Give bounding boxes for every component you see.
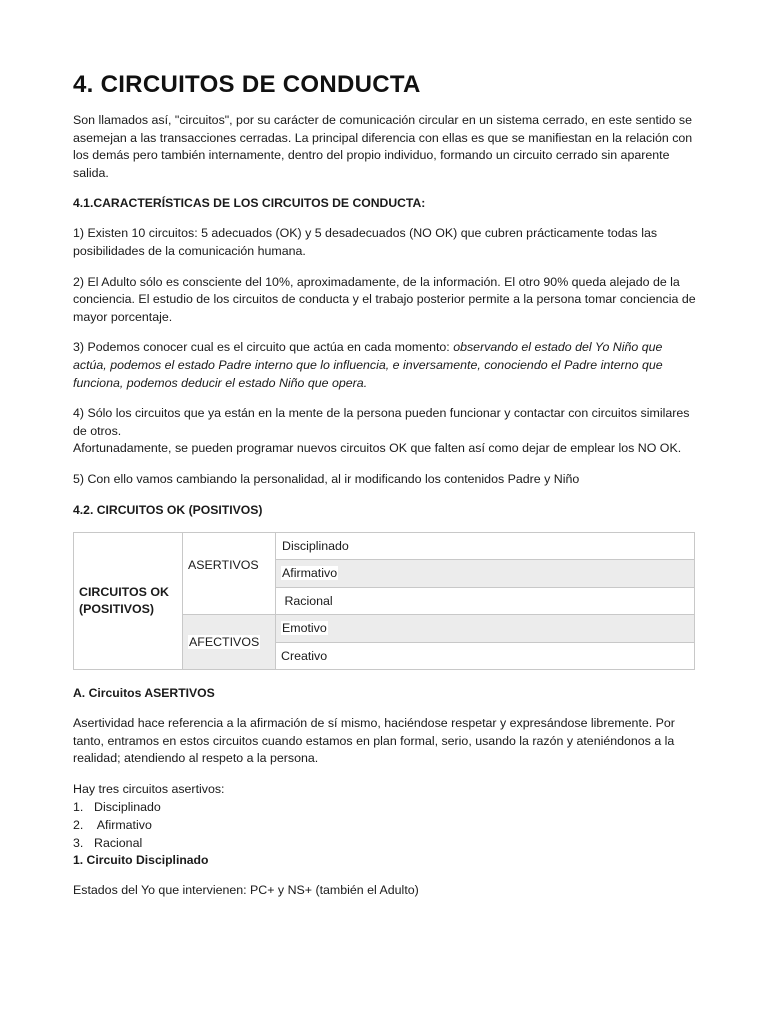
- characteristic-3-plain: 3) Podemos conocer cual es el circuito que actúa en cada momento:: [73, 340, 454, 355]
- list-text: Racional: [94, 836, 143, 851]
- table-cell-item: [276, 532, 695, 560]
- characteristic-5: 5) Con ello vamos cambiando la personalidad, al ir modificando los contenidos Padre y Niño: [73, 471, 580, 486]
- table-cell-item: [276, 642, 695, 670]
- afectivos-label: AFECTIVOS: [189, 635, 260, 649]
- item-afirmativo: Afirmativo: [282, 566, 338, 581]
- asertivos-label: ASERTIVOS: [188, 557, 259, 572]
- list-item: [73, 834, 696, 852]
- intro-paragraph: Son llamados así, "circuitos", por su carácter de comunicación circular en un sistema cerrado, en este sentido se asemejan a las transacciones cerradas. La principal diferencia con ellas es que se manifiestan en la relación con los demás pero también internamente, dentro del propio individuo, formando un circuito cerrado sin aparente salida.: [73, 113, 693, 180]
- table-group-label: [74, 532, 183, 670]
- group-label-line1: CIRCUITOS OK: [79, 584, 169, 599]
- characteristic-4b: Afortunadamente, se pueden programar nuevos circuitos OK que falten así como dejar de emplear los NO OK.: [73, 441, 682, 456]
- characteristic-3: [73, 339, 696, 392]
- asertivos-list-intro: Hay tres circuitos asertivos:: [73, 781, 225, 796]
- item-emotivo: Emotivo: [282, 621, 327, 636]
- list-item: [73, 816, 696, 834]
- list-number: 3.: [73, 836, 84, 851]
- list-item: [73, 798, 696, 816]
- section-heading-characteristics: 4.1.CARACTERÍSTICAS DE LOS CIRCUITOS DE CONDUCTA:: [73, 196, 426, 211]
- list-text: Afirmativo: [94, 818, 152, 833]
- list-number: 2.: [73, 818, 84, 833]
- section-heading-circuitos-ok: 4.2. CIRCUITOS OK (POSITIVOS): [73, 502, 263, 517]
- table-cell-item: [276, 560, 695, 588]
- characteristic-4a: 4) Sólo los circuitos que ya están en la mente de la persona pueden funcionar y contactar con circuitos similares de otros.: [73, 406, 690, 438]
- table-row: [74, 532, 695, 560]
- asertivos-paragraph: Asertividad hace referencia a la afirmación de sí mismo, haciéndose respetar y expresándose libremente. Por tanto, entramos en estos circuitos cuando estamos en plan formal, serio, usando la razón y ateniéndonos a la realidad; atendiendo al respeto a la persona.: [73, 716, 675, 766]
- characteristic-1: 1) Existen 10 circuitos: 5 adecuados (OK) y 5 desadecuados (NO OK) que cubren prácticamente todas las posibilidades de la comunicación humana.: [73, 226, 658, 258]
- item-disciplinado: Disciplinado: [282, 538, 349, 553]
- group-label-line2: (POSITIVOS): [79, 601, 155, 616]
- sub-heading-disciplinado: 1. Circuito Disciplinado: [73, 853, 209, 868]
- item-racional: Racional: [281, 593, 333, 608]
- characteristic-2: 2) El Adulto sólo es consciente del 10%, aproximadamente, de la información. El otro 90% queda alejado de la conciencia. El estudio de los circuitos de conducta y el trabajo posterior permite a la persona tomar conciencia de mayor porcentaje.: [73, 274, 696, 324]
- list-text: Disciplinado: [94, 800, 161, 815]
- afectivos-cell: [183, 615, 276, 670]
- characteristic-3-italic: observando el estado del Yo Niño que actúa, podemos el estado Padre interno que lo influencia, e inversamente, conociendo el Padre interno que funciona, podemos deducir el estado Niño que opera.: [73, 340, 663, 390]
- circuitos-ok-table: [73, 532, 695, 671]
- list-number: 1.: [73, 800, 84, 815]
- item-creativo: Creativo: [281, 648, 328, 663]
- table-cell-item: [276, 615, 695, 643]
- table-cell-item: [276, 587, 695, 615]
- section-heading-asertivos: A. Circuitos ASERTIVOS: [73, 686, 215, 700]
- asertivos-cell: [183, 532, 276, 615]
- last-paragraph: Estados del Yo que intervienen: PC+ y NS+ (también el Adulto): [73, 883, 419, 898]
- asertivos-list: [73, 798, 696, 852]
- page-title: 4. CIRCUITOS DE CONDUCTA: [73, 71, 421, 98]
